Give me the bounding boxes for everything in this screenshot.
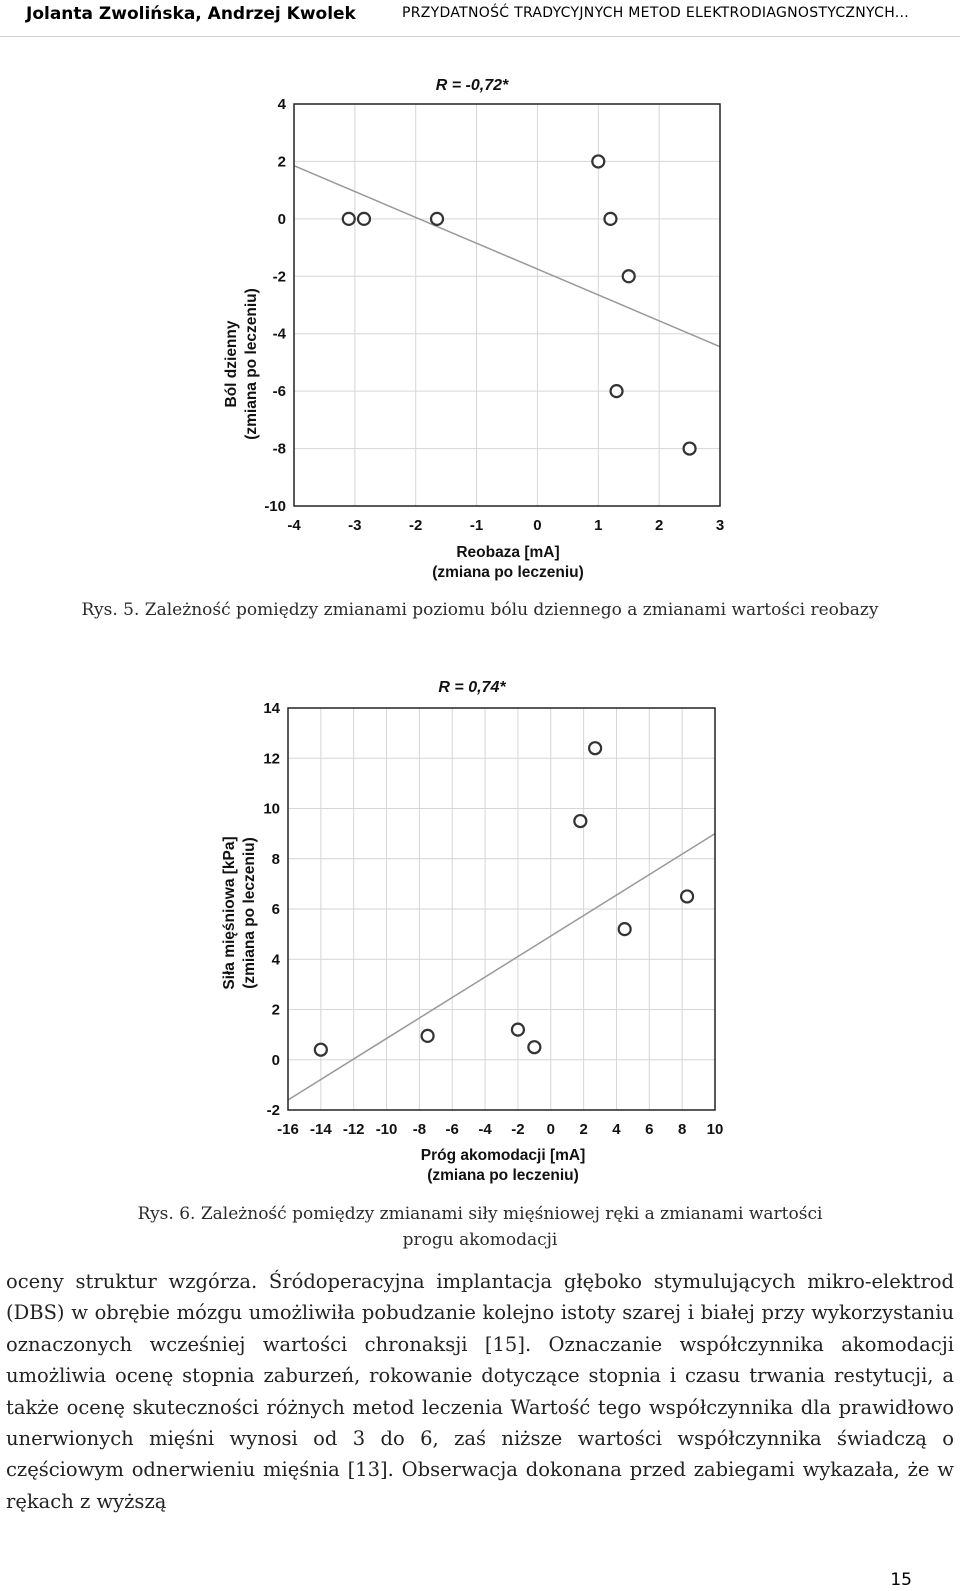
plot-frame [294, 104, 720, 506]
x-axis-label-2: (zmiana po leczeniu) [432, 564, 584, 581]
data-point [611, 385, 623, 397]
y-tick-label: 4 [271, 951, 280, 969]
data-point [528, 1041, 540, 1053]
x-tick-label: -2 [511, 1121, 525, 1138]
y-tick-label: 8 [271, 850, 280, 868]
y-axis-label: Siła mięśniowa [kPa] [221, 836, 238, 990]
data-point [512, 1024, 524, 1036]
data-point [574, 815, 586, 827]
header-authors: Jolanta Zwolińska, Andrzej Kwolek [26, 4, 356, 24]
trendline [294, 166, 720, 347]
x-tick-label: 2 [579, 1121, 588, 1138]
y-axis-label: Ból dzienny [223, 320, 240, 408]
x-tick-label: 6 [645, 1121, 654, 1138]
x-tick-label: 2 [654, 517, 664, 534]
y-tick-label: -6 [272, 383, 286, 401]
body-paragraph: oceny struktur wzgórza. Śródoperacyjna implantacja głęboko stymulujących mikro-elektrod (DBS) w obrębie mózgu umożliwiła pobudzanie kolejno istoty szarej i białej przy wykorzystaniu oznaczonych wcześniej wartości chronaksji [15]. Oznaczanie współczynnika akomodacji umożliwia ocenę stopnia zaburzeń, rokowanie dotyczące stopnia i czasu trwania restytucji, a także ocenę skuteczności różnych metod leczenia Wartość tego współczynnika dla prawidłowo unerwionych mięśni wynosi od 3 do 6, zaś niższe wartości współczynnika świadczą o częściowym odnerwieniu mięśnia [13]. Obserwacja dokonana przed zabiegami wykazała, że w rękach z wyższą [6, 1270, 954, 1513]
data-point [358, 213, 370, 225]
x-axis-label: Próg akomodacji [mA] [420, 1147, 586, 1164]
data-point [589, 742, 601, 754]
y-tick-label: 6 [271, 901, 280, 918]
y-tick-label: 4 [277, 96, 286, 113]
x-tick-label: -1 [469, 517, 484, 534]
body-text [6, 1266, 954, 1517]
figure-6 [200, 668, 760, 1194]
chart-figure-6 [200, 668, 760, 1194]
caption-line-2: progu akomodacji [402, 1230, 558, 1250]
y-tick-label: 2 [271, 1001, 280, 1019]
y-tick-label: 2 [277, 153, 286, 171]
x-tick-label: -16 [277, 1121, 299, 1138]
caption-line-1: Rys. 6. Zależność pomiędzy zmianami siły mięśniowej ręki a zmianami wartości [137, 1204, 823, 1224]
x-tick-label: -3 [348, 517, 362, 534]
x-tick-label: 8 [677, 1121, 687, 1138]
page-number: 15 [890, 1570, 912, 1590]
data-point [684, 443, 696, 455]
data-point [619, 923, 631, 935]
y-tick-label: 0 [277, 210, 286, 228]
running-header [0, 0, 960, 37]
y-tick-label: -2 [266, 1102, 280, 1119]
x-tick-label: -2 [409, 517, 423, 534]
header-title: PRZYDATNOŚĆ TRADYCYJNYCH METOD ELEKTRODIAGNOSTYCZNYCH... [402, 5, 910, 21]
data-point [315, 1044, 327, 1056]
x-tick-label: 1 [594, 517, 603, 534]
data-point [604, 213, 616, 225]
figure-5 [200, 64, 760, 590]
x-tick-label: -6 [445, 1121, 459, 1138]
x-tick-label: -4 [478, 1121, 492, 1138]
chart-title: R = -0,72* [435, 77, 509, 94]
y-tick-label: -10 [264, 498, 286, 515]
x-tick-label: -10 [375, 1121, 398, 1138]
y-tick-label: 14 [263, 700, 280, 717]
y-tick-label: 10 [263, 800, 280, 818]
x-tick-label: 0 [546, 1121, 555, 1138]
caption-text: Rys. 5. Zależność pomiędzy zmianami poziomu bólu dziennego a zmianami wartości reobazy [81, 600, 879, 620]
x-tick-label: -8 [412, 1121, 427, 1138]
chart-figure-5 [200, 64, 760, 590]
x-tick-label: -14 [310, 1121, 332, 1138]
x-axis-label-2: (zmiana po leczeniu) [427, 1167, 579, 1184]
x-tick-label: 4 [612, 1121, 621, 1138]
y-tick-label: -4 [272, 325, 286, 343]
figure-5-caption [0, 597, 960, 623]
chart-title: R = 0,74* [438, 679, 506, 696]
x-axis-label: Reobaza [mA] [456, 544, 560, 561]
x-tick-label: -4 [287, 517, 301, 534]
x-tick-label: 0 [533, 517, 542, 534]
x-tick-label: 3 [715, 517, 725, 534]
x-tick-label: 10 [706, 1121, 724, 1138]
x-tick-label: -12 [342, 1121, 365, 1138]
y-tick-label: -2 [272, 268, 286, 286]
data-point [343, 213, 355, 225]
data-point [623, 270, 635, 282]
y-tick-label: 0 [271, 1051, 280, 1069]
figure-6-caption [0, 1201, 960, 1253]
data-point [422, 1030, 434, 1042]
data-point [681, 890, 693, 902]
y-tick-label: 12 [263, 750, 280, 768]
data-point [592, 155, 604, 167]
y-axis-label-2: (zmiana po leczeniu) [241, 837, 258, 989]
y-axis-label-2: (zmiana po leczeniu) [243, 288, 260, 440]
y-tick-label: -8 [272, 440, 286, 458]
data-point [431, 213, 443, 225]
